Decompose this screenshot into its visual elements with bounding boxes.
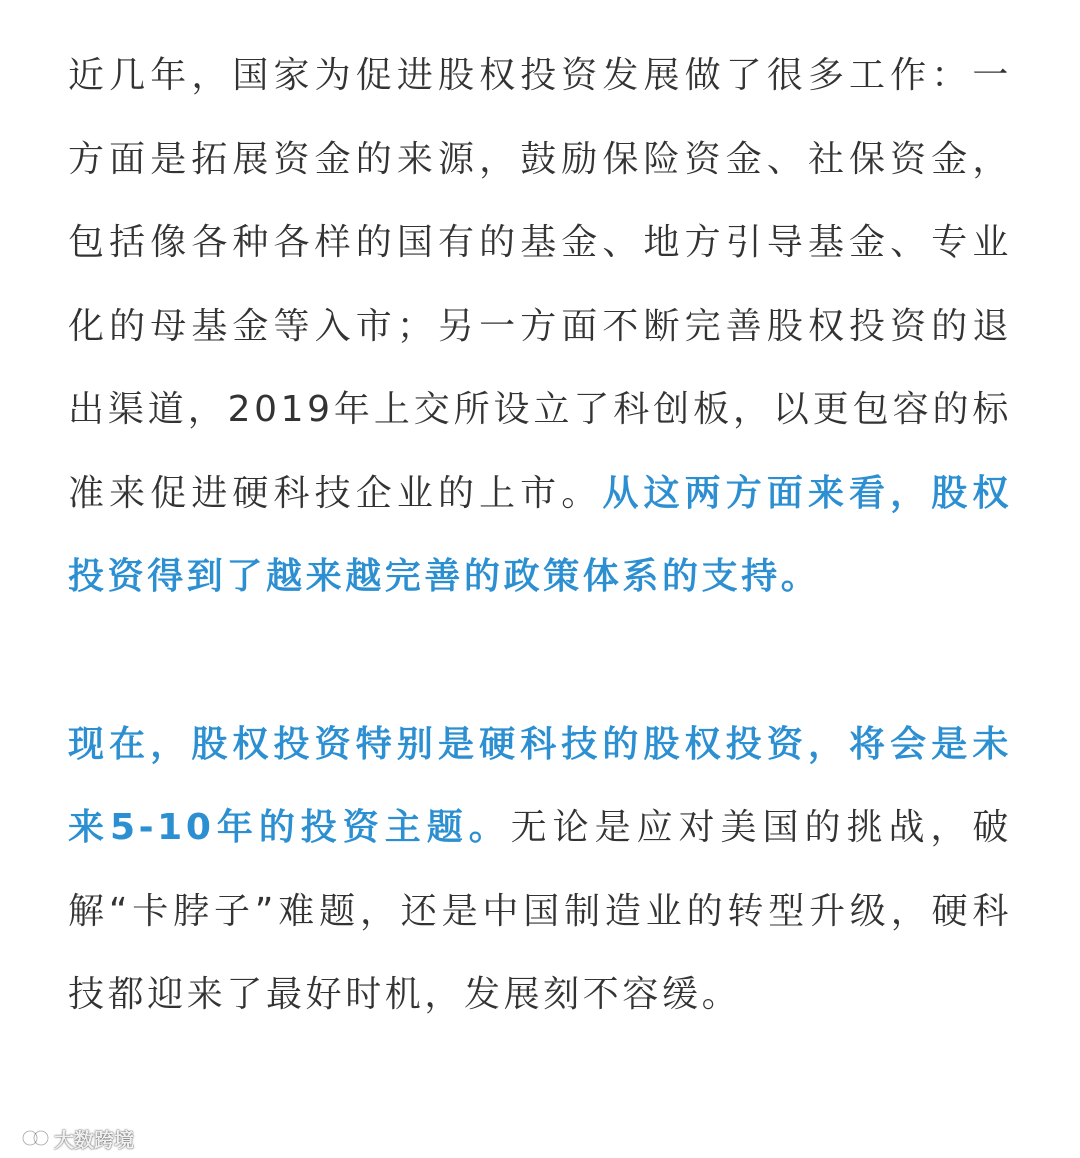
paragraph-1-text: 近几年，国家为促进股权投资发展做了很多工作：一方面是拓展资金的来源，鼓励保险资金、社保资金，包括像各种各样的国有的基金、地方引导基金、专业化的母基金等入市；另一方面不断完善股权投资的退出渠道，2019年上交所设立了科创板，以更包容的标准来促进硬科技企业的上市。 [68, 55, 1012, 514]
paragraph-1-highlight: 从这两方面来看，股权投资得到了越来越完善的政策体系的支持。 [68, 472, 1012, 597]
watermark [10, 1122, 134, 1154]
paragraph-2-text: 无论是应对美国的挑战，破解“卡脖子”难题，还是中国制造业的转型升级，硬科技都迎来了最好时机，发展刻不容缓。 [68, 807, 1012, 1015]
paragraph-1 [68, 34, 1012, 619]
watermark-text: 大数跨境 [54, 1127, 134, 1152]
article-body [68, 34, 1012, 1037]
paragraph-2-highlight: 现在，股权投资特别是硬科技的股权投资，将会是未来5-10年的投资主题。 [68, 723, 1012, 848]
paragraph-2 [68, 703, 1012, 1037]
brand-logo-icon [10, 1124, 50, 1152]
